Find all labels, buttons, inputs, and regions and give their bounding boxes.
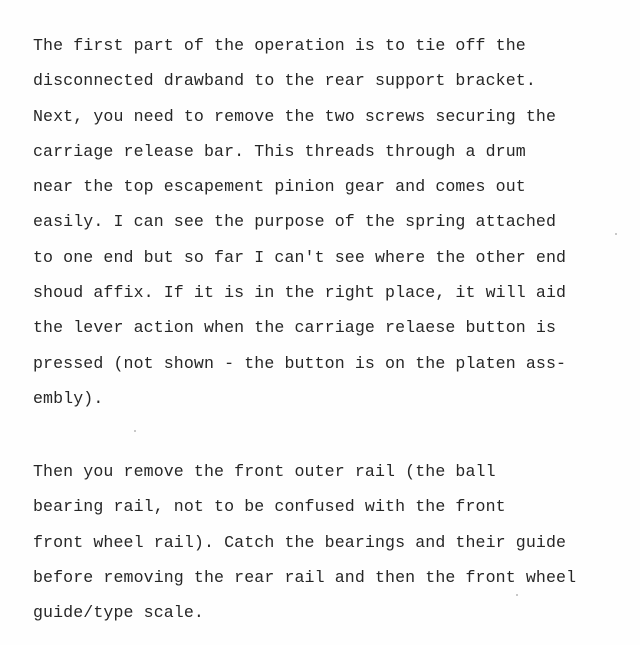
paper-speck: [615, 233, 617, 235]
text-line: Next, you need to remove the two screws securing the: [33, 106, 557, 126]
text-line: carriage release bar. This threads through a drum: [33, 141, 526, 161]
text-line: embly).: [33, 388, 104, 408]
text-line: near the top escapement pinion gear and comes out: [33, 177, 526, 197]
text-line: the lever action when the carriage relaese button is: [33, 318, 557, 338]
text-line: before removing the rear rail and then the front wheel: [33, 567, 577, 587]
text-line: bearing rail, not to be confused with the front: [33, 497, 506, 517]
text-line: easily. I can see the purpose of the spring attached: [33, 212, 557, 232]
text-line: disconnected drawband to the rear support bracket.: [33, 71, 536, 91]
text-line: Then you remove the front outer rail (the ball: [33, 462, 496, 481]
text-line: to one end but so far I can't see where the other end: [33, 247, 567, 267]
text-line: pressed (not shown - the button is on the platen ass-: [33, 353, 567, 373]
text-line: front wheel rail). Catch the bearings and their guide: [33, 532, 567, 552]
paragraph-2: [33, 454, 576, 630]
paper-speck: [134, 430, 136, 432]
paragraph-1: [33, 28, 566, 416]
text-line: The first part of the operation is to tie off the: [33, 36, 526, 55]
paper-speck: [516, 594, 518, 596]
text-line: shoud affix. If it is in the right place, it will aid: [33, 283, 567, 303]
text-line: guide/type scale.: [33, 603, 204, 623]
